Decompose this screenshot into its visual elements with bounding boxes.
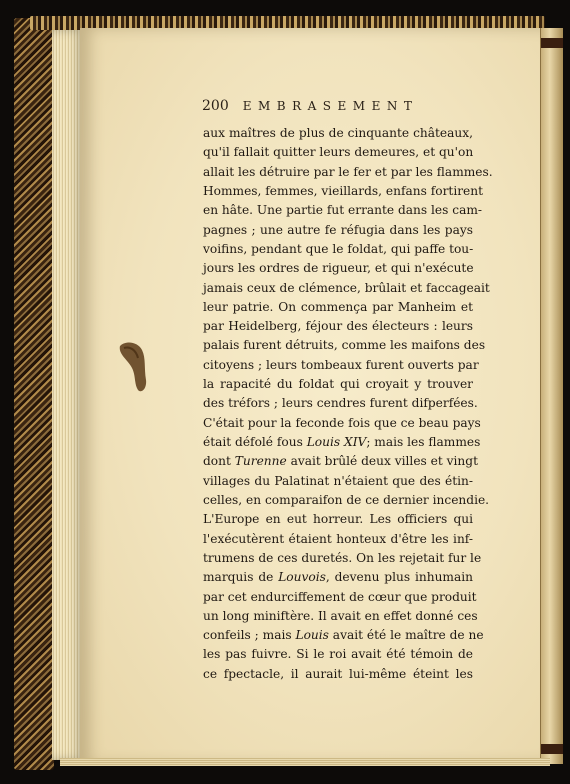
text-segment: par Heidelberg, féjour des électeurs : leurs: [203, 319, 473, 334]
italic-name: Louis XIV: [306, 435, 367, 449]
text-line: [203, 414, 481, 433]
facing-page-edge: [540, 28, 563, 764]
running-title: EMBRASEMENT: [242, 99, 419, 113]
book-spine-binding: [14, 18, 54, 770]
binding-tie: [541, 38, 563, 48]
text-line: [203, 491, 490, 510]
text-line: [203, 336, 486, 355]
text-line: [203, 279, 490, 298]
text-segment: avait brûlé deux villes et vingt: [286, 454, 478, 469]
text-line: [203, 221, 473, 240]
text-segment: jamais ceux de clémence, brûlait et faccageait: [203, 280, 490, 295]
text-segment: marquis de: [203, 570, 279, 585]
text-segment: L'Europe en eut horreur. Les officiers qui: [203, 512, 473, 527]
text-segment: C'était pour la feconde fois que ce beau pays: [203, 415, 481, 430]
text-line: [203, 240, 473, 259]
text-segment: des tréfors ; leurs cendres furent difperfées.: [203, 396, 478, 411]
text-line: [203, 510, 473, 529]
text-segment: citoyens ; leurs tombeaux furent ouverts par: [203, 357, 479, 372]
text-line: [203, 317, 473, 336]
text-segment: dont: [203, 454, 235, 469]
text-segment: qu'il fallait quitter leurs demeures, et qu'on: [203, 145, 474, 160]
body-text: [203, 124, 493, 684]
text-line: [203, 163, 493, 182]
text-segment: confeils ; mais: [203, 628, 296, 643]
page-bottom-edges: [60, 758, 550, 766]
text-segment: palais furent détruits, comme les maifons des: [203, 338, 486, 353]
text-line: [203, 124, 473, 143]
text-segment: jours les ordres de rigueur, et qui n'exécute: [203, 261, 474, 276]
text-line: [203, 472, 473, 491]
text-segment: un long miniftère. Il avait en effet donné ces: [203, 608, 478, 623]
text-line: [203, 394, 478, 413]
text-line: [203, 588, 477, 607]
italic-name: Turenne: [234, 454, 287, 469]
text-segment: villages du Palatinat n'étaient que des étin-: [203, 473, 473, 488]
text-line: [203, 568, 473, 587]
text-segment: , devenu plus inhumain: [325, 570, 473, 585]
text-segment: Hommes, femmes, vieillards, enfans fortirent: [203, 183, 484, 198]
text-segment: celles, en comparaifon de ce dernier incendie.: [203, 492, 490, 507]
text-line: [203, 356, 479, 375]
text-segment: la rapacité du foldat qui croyait y trouver: [203, 377, 473, 392]
text-line: [203, 143, 473, 162]
text-line: [203, 298, 473, 317]
ink-stain-mark: [116, 340, 150, 396]
text-line: [203, 433, 481, 452]
text-segment: ; mais les flammes: [366, 435, 481, 449]
text-line: [203, 665, 473, 684]
page-number: 200: [202, 98, 229, 114]
text-segment: en hâte. Une partie fut errante dans les cam-: [203, 203, 483, 218]
text-segment: les pas fuivre. Si le roi avait été témoin de: [203, 647, 473, 662]
text-line: [203, 607, 478, 626]
text-segment: par cet endurciffement de cœur que produit: [203, 589, 477, 604]
text-segment: avait été le maître de ne: [328, 628, 484, 643]
text-segment: allait les détruire par le fer et par les flammes.: [203, 164, 493, 179]
binding-tie: [541, 744, 563, 754]
text-line: [203, 452, 478, 471]
text-segment: était défolé fous: [203, 435, 307, 449]
text-segment: ce fpectacle, il aurait lui-même éteint les: [203, 666, 473, 681]
text-line: [203, 626, 484, 645]
text-line: [203, 645, 473, 664]
text-segment: aux maîtres de plus de cinquante châteaux,: [203, 126, 473, 140]
text-segment: pagnes ; une autre fe réfugia dans les pays: [203, 222, 473, 237]
page-header: [202, 98, 442, 118]
text-segment: trumens de ces duretés. On les rejetait fur le: [203, 550, 482, 565]
text-segment: voifins, pendant que le foldat, qui paffe tou-: [203, 241, 474, 256]
text-line: [203, 530, 473, 549]
text-line: [203, 549, 482, 568]
italic-name: Louis: [295, 628, 329, 643]
text-line: [203, 259, 473, 278]
text-segment: l'exécutèrent étaient honteux d'être les inf-: [203, 531, 473, 546]
text-segment: leur patrie. On commença par Manheim et: [203, 299, 473, 314]
text-line: [203, 201, 483, 220]
text-line: [203, 182, 484, 201]
italic-name: Louvois: [278, 570, 326, 585]
text-line: [203, 375, 473, 394]
